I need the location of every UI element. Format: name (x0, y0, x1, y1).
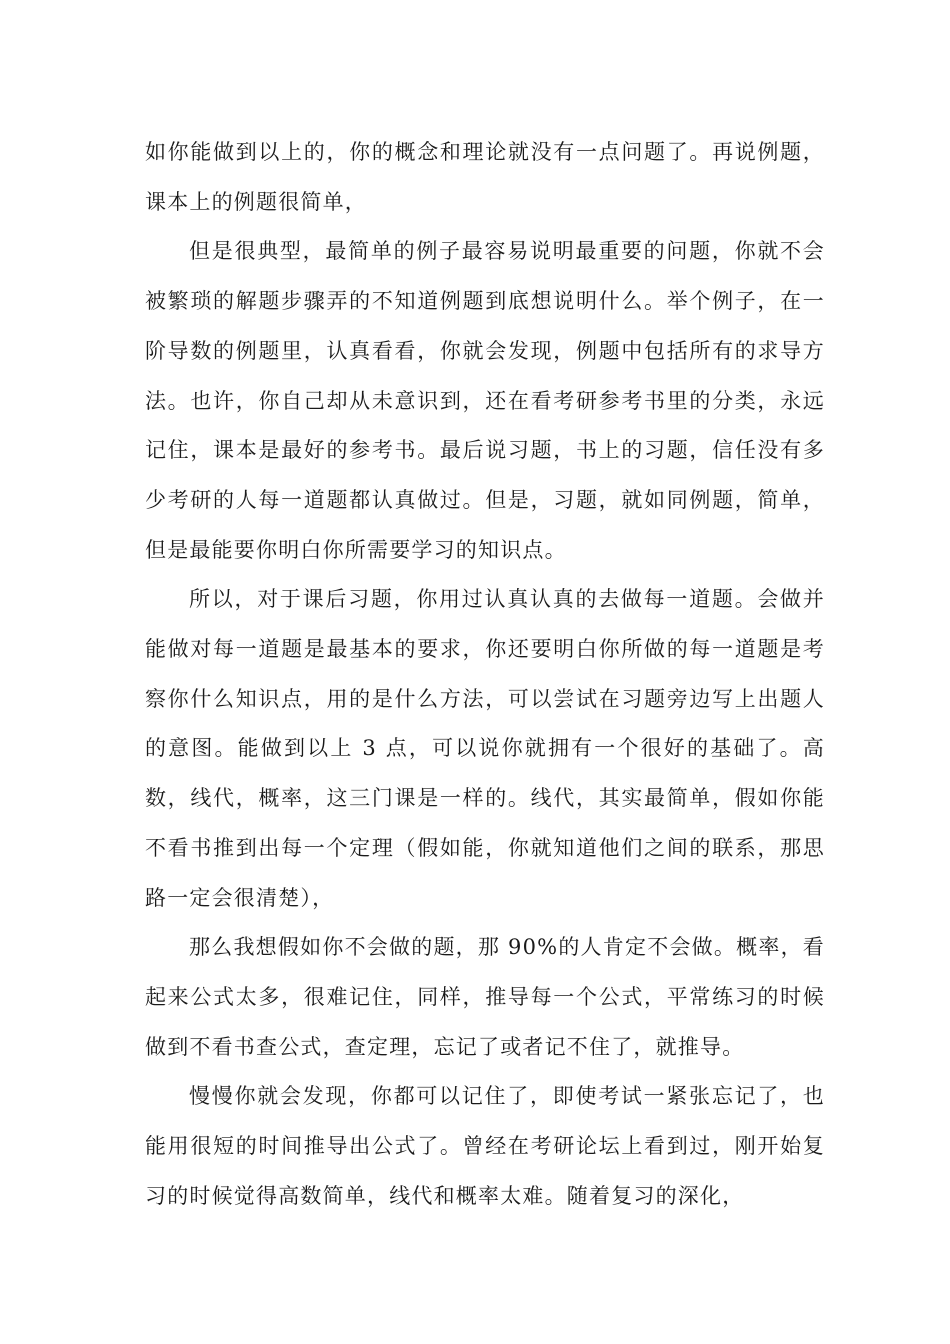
paragraph-2: 但是很典型，最简单的例子最容易说明最重要的问题，你就不会被繁琐的解题步骤弄的不知道例题到底想说明什么。举个例子，在一阶导数的例题里，认真看看，你就会发现，例题中包括所有的求导方法。也许，你自己却从未意识到，还在看考研参考书里的分类，永远记住，课本是最好的参考书。最后说习题，书上的习题，信任没有多少考研的人每一道题都认真做过。但是，习题，就如同例题，简单，但是最能要你明白你所需要学习的知识点。 (145, 239, 825, 562)
document-body (145, 128, 825, 1221)
paragraph-3: 所以，对于课后习题，你用过认真认真的去做每一道题。会做并能做对每一道题是最基本的要求，你还要明白你所做的每一道题是考察你什么知识点，用的是什么方法，可以尝试在习题旁边写上出题人的意图。能做到以上 3 点，可以说你就拥有一个很好的基础了。高数，线代，概率，这三门课是一样的。线代，其实最简单，假如你能不看书推到出每一个定理（假如能，你就知道他们之间的联系，那思路一定会很清楚）， (145, 587, 825, 910)
paragraph-4: 那么我想假如你不会做的题，那 90%的人肯定不会做。概率，看起来公式太多，很难记住，同样，推导每一个公式，平常练习的时候做到不看书查公式，查定理，忘记了或者记不住了，就推导。 (145, 935, 825, 1059)
paragraph-5: 慢慢你就会发现，你都可以记住了，即使考试一紧张忘记了，也能用很短的时间推导出公式了。曾经在考研论坛上看到过，刚开始复习的时候觉得高数简单，线代和概率太难。随着复习的深化， (145, 1084, 825, 1208)
paragraph-1: 如你能做到以上的，你的概念和理论就没有一点问题了。再说例题，课本上的例题很简单， (145, 140, 825, 214)
